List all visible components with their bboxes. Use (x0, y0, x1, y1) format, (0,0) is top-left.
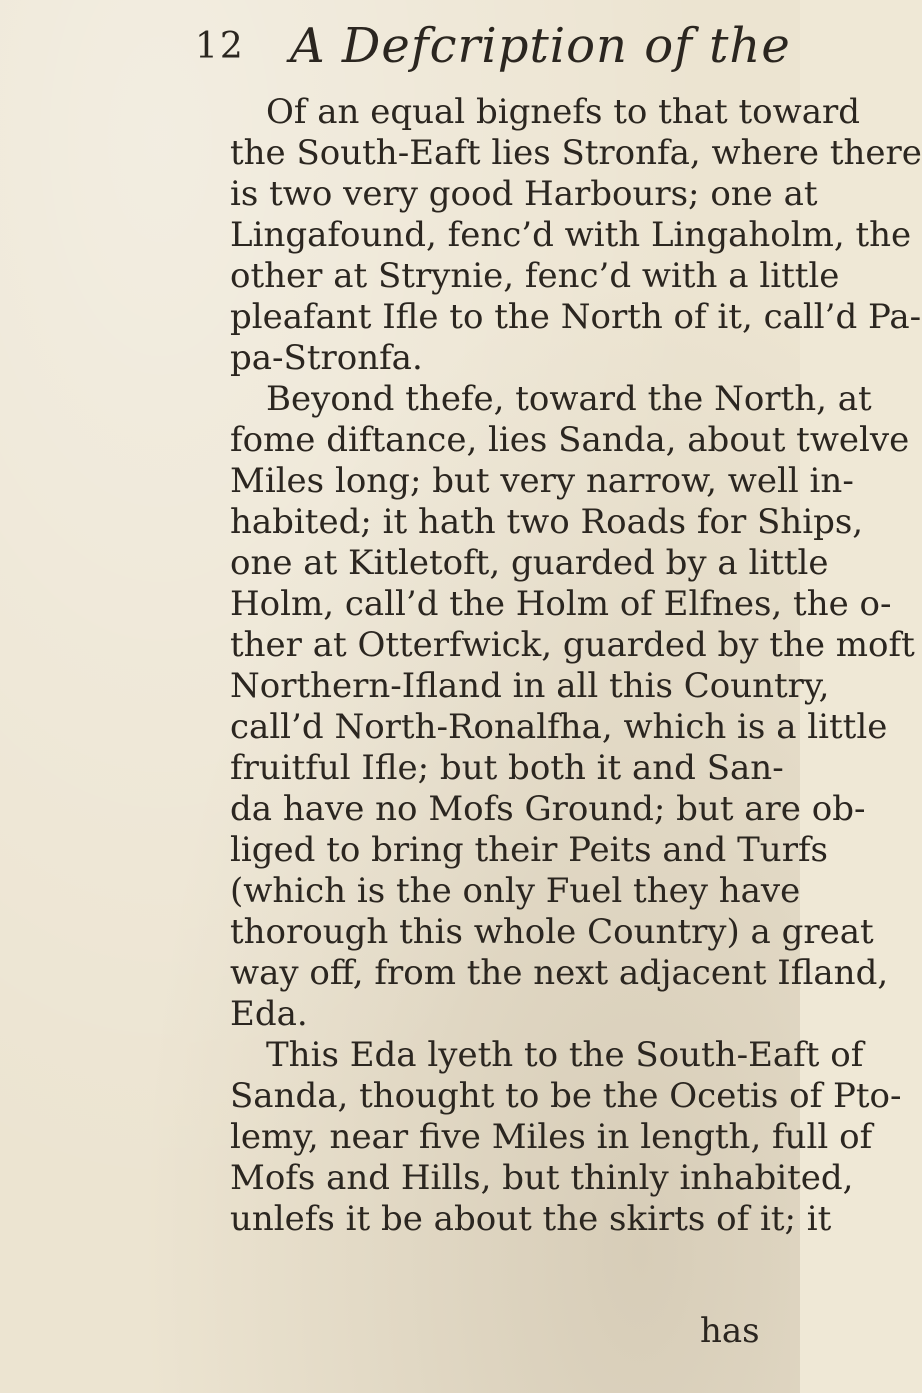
text-line: pa-Stronfa. (230, 338, 423, 378)
text-line: Of an equal bignefs to that toward (266, 92, 861, 132)
text-line: da have no Mofs Ground; but are ob- (230, 789, 866, 829)
catchword: has (700, 1311, 760, 1351)
text-line: the South-Eaft lies Stronfa, where there (230, 133, 922, 173)
page-header (0, 18, 800, 78)
text-line: Eda. (230, 994, 308, 1034)
text-line: one at Kitletoft, guarded by a little (230, 543, 829, 583)
text-line: lemy, near five Miles in length, full of (230, 1117, 873, 1157)
text-line: habited; it hath two Roads for Ships, (230, 502, 864, 542)
text-line: other at Strynie, fenc’d with a little (230, 256, 840, 296)
text-line: Beyond thefe, toward the North, at (266, 379, 872, 419)
text-line: Holm, call’d the Holm of Elfnes, the o- (230, 584, 892, 624)
running-title: A Defcription of the (290, 18, 791, 74)
text-line: Sanda, thought to be the Ocetis of Pto- (230, 1076, 902, 1116)
page-number: 12 (195, 26, 245, 67)
text-line: thorough this whole Country) a great (230, 912, 874, 952)
text-line: unlefs it be about the skirts of it; it (230, 1199, 832, 1239)
text-line: call’d North-Ronalfha, which is a little (230, 707, 888, 747)
text-line: liged to bring their Peits and Turfs (230, 830, 828, 870)
body-text (230, 92, 922, 1240)
text-line: pleafant Ifle to the North of it, call’d Pa- (230, 297, 922, 337)
text-line: fome diftance, lies Sanda, about twelve (230, 420, 910, 460)
text-line: Miles long; but very narrow, well in- (230, 461, 854, 501)
text-line: way off, from the next adjacent Ifland, (230, 953, 889, 993)
text-line: Northern-Ifland in all this Country, (230, 666, 830, 706)
text-line: is two very good Harbours; one at (230, 174, 818, 214)
text-line: Mofs and Hills, but thinly inhabited, (230, 1158, 854, 1198)
text-line: fruitful Ifle; but both it and San- (230, 748, 784, 788)
text-line: This Eda lyeth to the South-Eaft of (266, 1035, 864, 1075)
text-line: ther at Otterfwick, guarded by the moft (230, 625, 915, 665)
text-line: (which is the only Fuel they have (230, 871, 801, 911)
text-line: Lingafound, fenc’d with Lingaholm, the (230, 215, 912, 255)
